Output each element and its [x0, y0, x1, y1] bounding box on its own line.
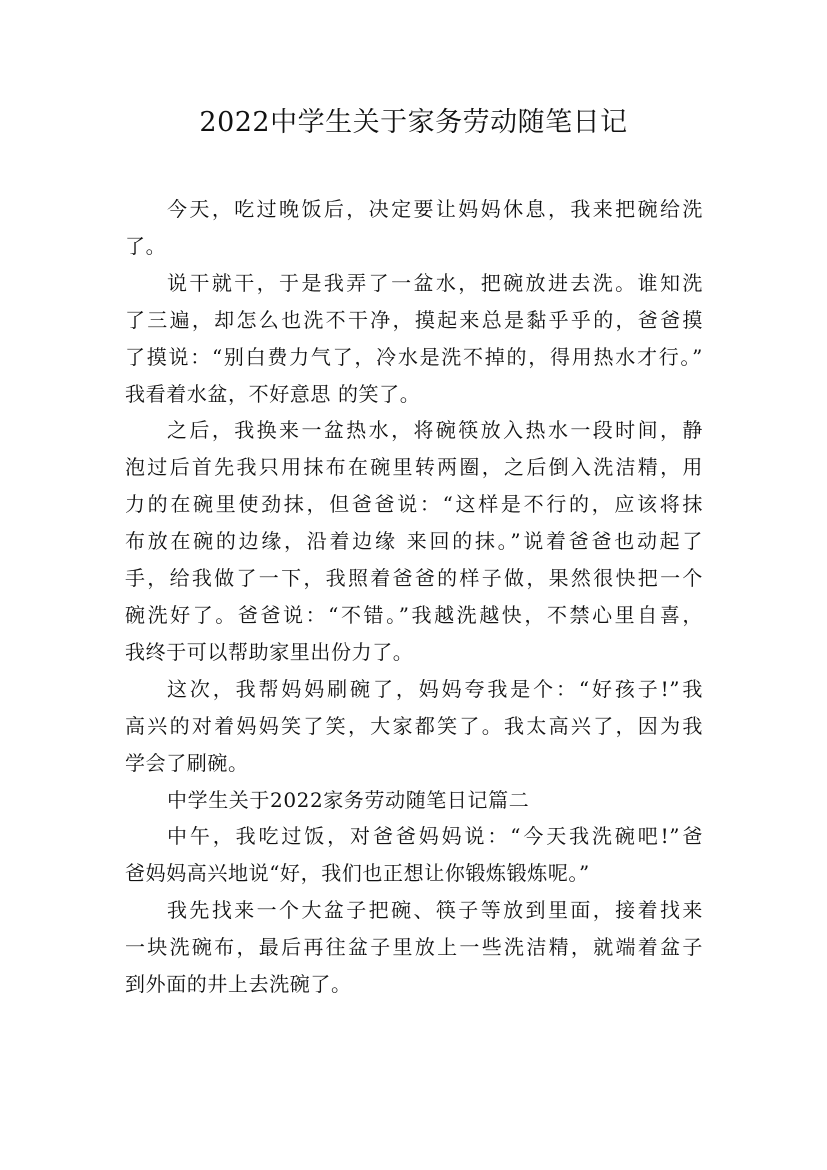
- paragraph-line: 今天，吃过晚饭后，决定要让妈妈休息，我来把碗给洗: [167, 197, 703, 221]
- paragraph: [125, 892, 703, 1003]
- paragraph-line: 手，给我做了一下，我照着爸爸的样子做，果然很快把一个: [125, 566, 703, 591]
- paragraph: [125, 191, 703, 265]
- paragraph-line: 这次，我帮妈妈刷碗了，妈妈夸我是个：“好孩子!”我: [167, 676, 703, 701]
- paragraph: [125, 818, 703, 892]
- paragraph-line: 说干就干，于是我弄了一盆水，把碗放进去洗。谁知洗: [167, 270, 703, 295]
- paragraph-line: 了摸说：“别白费力气了，冷水是洗不掉的，得用热水才行。”: [125, 344, 703, 369]
- paragraph-line: 一块洗碗布，最后再往盆子里放上一些洗洁精，就端着盆子: [125, 935, 703, 960]
- document-body: [125, 191, 703, 1003]
- paragraph-line: 布放在碗的边缘，沿着边缘 来回的抹。”说着爸爸也动起了: [125, 529, 703, 554]
- paragraph-line: 之后，我换来一盆热水，将碗筷放入热水一段时间，静: [167, 418, 703, 443]
- paragraph: [125, 265, 703, 413]
- paragraph-line: 了。: [125, 233, 167, 258]
- paragraph-line: 到外面的井上去洗碗了。: [125, 972, 352, 997]
- paragraph: [125, 671, 703, 782]
- paragraph-line: 学会了刷碗。: [125, 750, 249, 775]
- paragraph-line: 高兴的对着妈妈笑了笑，大家都笑了。我太高兴了，因为我: [125, 713, 703, 738]
- paragraph-line: 我先找来一个大盆子把碗、筷子等放到里面，接着找来: [167, 898, 703, 923]
- paragraph-line: 我终于可以帮助家里出份力了。: [125, 639, 414, 664]
- paragraph-line: 力的在碗里使劲抹，但爸爸说：“这样是不行的，应该将抹: [125, 492, 703, 517]
- paragraph: [125, 782, 703, 819]
- paragraph-line: 爸妈妈高兴地说“好，我们也正想让你锻炼锻炼呢。”: [125, 861, 590, 886]
- paragraph: [125, 412, 703, 670]
- paragraph-line: 碗洗好了。爸爸说：“不错。”我越洗越快，不禁心里自喜，: [125, 602, 703, 627]
- document-title: 2022中学生关于家务劳动随笔日记: [199, 107, 628, 138]
- paragraph-line: 泡过后首先我只用抹布在碗里转两圈，之后倒入洗洁精，用: [125, 455, 703, 480]
- paragraph-line: 了三遍，却怎么也洗不干净，摸起来总是黏乎乎的，爸爸摸: [125, 307, 703, 332]
- paragraph-line: 中午，我吃过饭，对爸爸妈妈说：“今天我洗碗吧!”爸: [167, 824, 703, 849]
- paragraph-line: 我看着水盆，不好意思 的笑了。: [125, 381, 421, 406]
- paragraph-line: 中学生关于2022家务劳动随笔日记篇二: [167, 787, 530, 812]
